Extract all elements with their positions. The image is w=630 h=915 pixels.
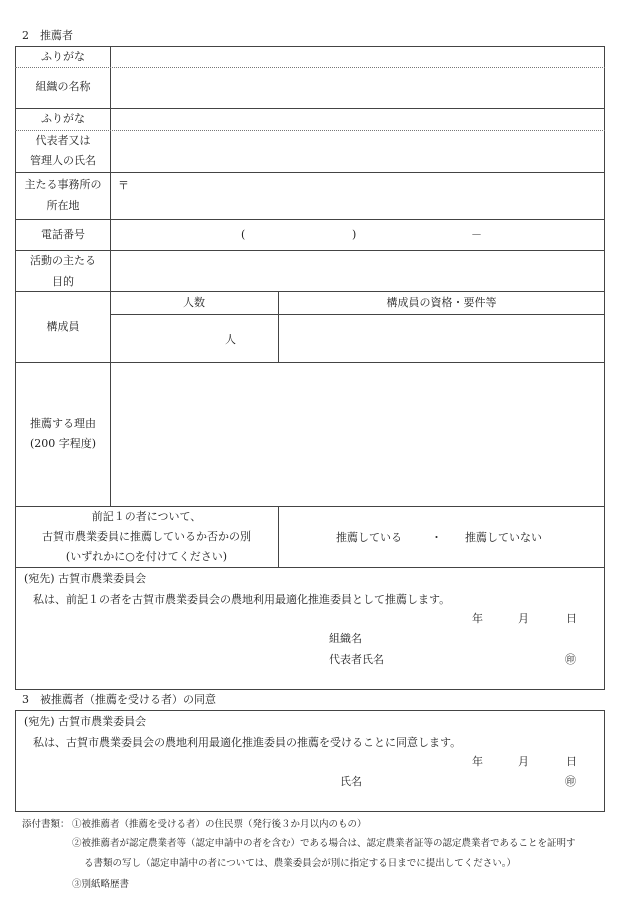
attachments-label: 添付書類： bbox=[22, 819, 70, 830]
phone-dash: － bbox=[471, 228, 482, 241]
members-label: 構成員 bbox=[46, 320, 80, 333]
members-count-header: 人数 bbox=[183, 296, 205, 309]
phone-open-paren: ( bbox=[241, 228, 246, 241]
question-line3: (いずれかに○を付けてください) bbox=[65, 550, 228, 563]
question-line1: 前記１の者について、 bbox=[91, 510, 202, 523]
furigana-label-2: ふりがな bbox=[41, 112, 85, 125]
attachment-item-2-line2: る書類の写し（認定申請中の者については、農業委員会が別に指定する日までに提出してください。） bbox=[84, 858, 517, 869]
reason-label-line2: (200 字程度) bbox=[29, 437, 97, 450]
office-label-line1: 主たる事務所の bbox=[24, 178, 102, 191]
members-unit: 人 bbox=[225, 333, 236, 346]
seal-mark-1: ㊞ bbox=[565, 653, 576, 666]
postal-mark: 〒 bbox=[118, 179, 129, 192]
reason-label-line1: 推薦する理由 bbox=[30, 417, 96, 430]
section2-title: 2 推薦者 bbox=[22, 29, 73, 42]
consent-statement: 私は、古賀市農業委員会の農地利用最適化推進委員の推薦を受けることに同意します。 bbox=[33, 736, 462, 749]
representative-label-line2: 管理人の氏名 bbox=[30, 154, 96, 167]
declaration-day: 日 bbox=[566, 612, 577, 625]
phone-label: 電話番号 bbox=[41, 228, 85, 241]
purpose-label-line1: 活動の主たる bbox=[30, 254, 96, 267]
attachment-item-1: ①被推薦者（推薦を受ける者）の住民票（発行後３か月以内のもの） bbox=[72, 819, 367, 830]
recommender-declaration bbox=[15, 567, 605, 690]
purpose-label-line2: 目的 bbox=[52, 275, 74, 288]
declaration-statement: 私は、前記１の者を古賀市農業委員会の農地利用最適化推進委員として推薦します。 bbox=[33, 593, 451, 606]
consent-month: 月 bbox=[518, 755, 529, 768]
option-not-recommend[interactable]: 推薦していない bbox=[465, 531, 542, 544]
section3-title: 3 被推薦者（推薦を受ける者）の同意 bbox=[22, 693, 216, 706]
option-separator: ・ bbox=[431, 531, 442, 544]
office-label-line2: 所在地 bbox=[46, 199, 80, 212]
furigana-label-1: ふりがな bbox=[41, 50, 85, 63]
representative-name-label: 代表者氏名 bbox=[329, 653, 384, 666]
declaration-addressee: (宛先) 古賀市農業委員会 bbox=[24, 572, 147, 585]
consent-year: 年 bbox=[472, 755, 483, 768]
declaration-year: 年 bbox=[472, 612, 483, 625]
members-qualification-header: 構成員の資格・要件等 bbox=[386, 296, 497, 309]
option-recommend[interactable]: 推薦している bbox=[336, 531, 402, 544]
seal-mark-2: ㊞ bbox=[565, 775, 576, 788]
organization-name-label: 組織名 bbox=[329, 632, 362, 645]
consent-name-label: 氏名 bbox=[340, 775, 362, 788]
org-name-label: 組織の名称 bbox=[35, 80, 91, 93]
question-line2: 古賀市農業委員に推薦しているか否かの別 bbox=[42, 530, 251, 543]
consent-day: 日 bbox=[566, 755, 577, 768]
declaration-month: 月 bbox=[518, 612, 529, 625]
phone-close-paren: ) bbox=[352, 228, 357, 241]
consent-addressee: (宛先) 古賀市農業委員会 bbox=[24, 715, 147, 728]
representative-label-line1: 代表者又は bbox=[35, 134, 91, 147]
attachment-item-3: ③別紙略歴書 bbox=[72, 879, 130, 890]
attachment-item-2-line1: ②被推薦者が認定農業者等（認定申請中の者を含む）である場合は、認定農業者証等の認定農業者であることを証明す bbox=[72, 838, 576, 849]
